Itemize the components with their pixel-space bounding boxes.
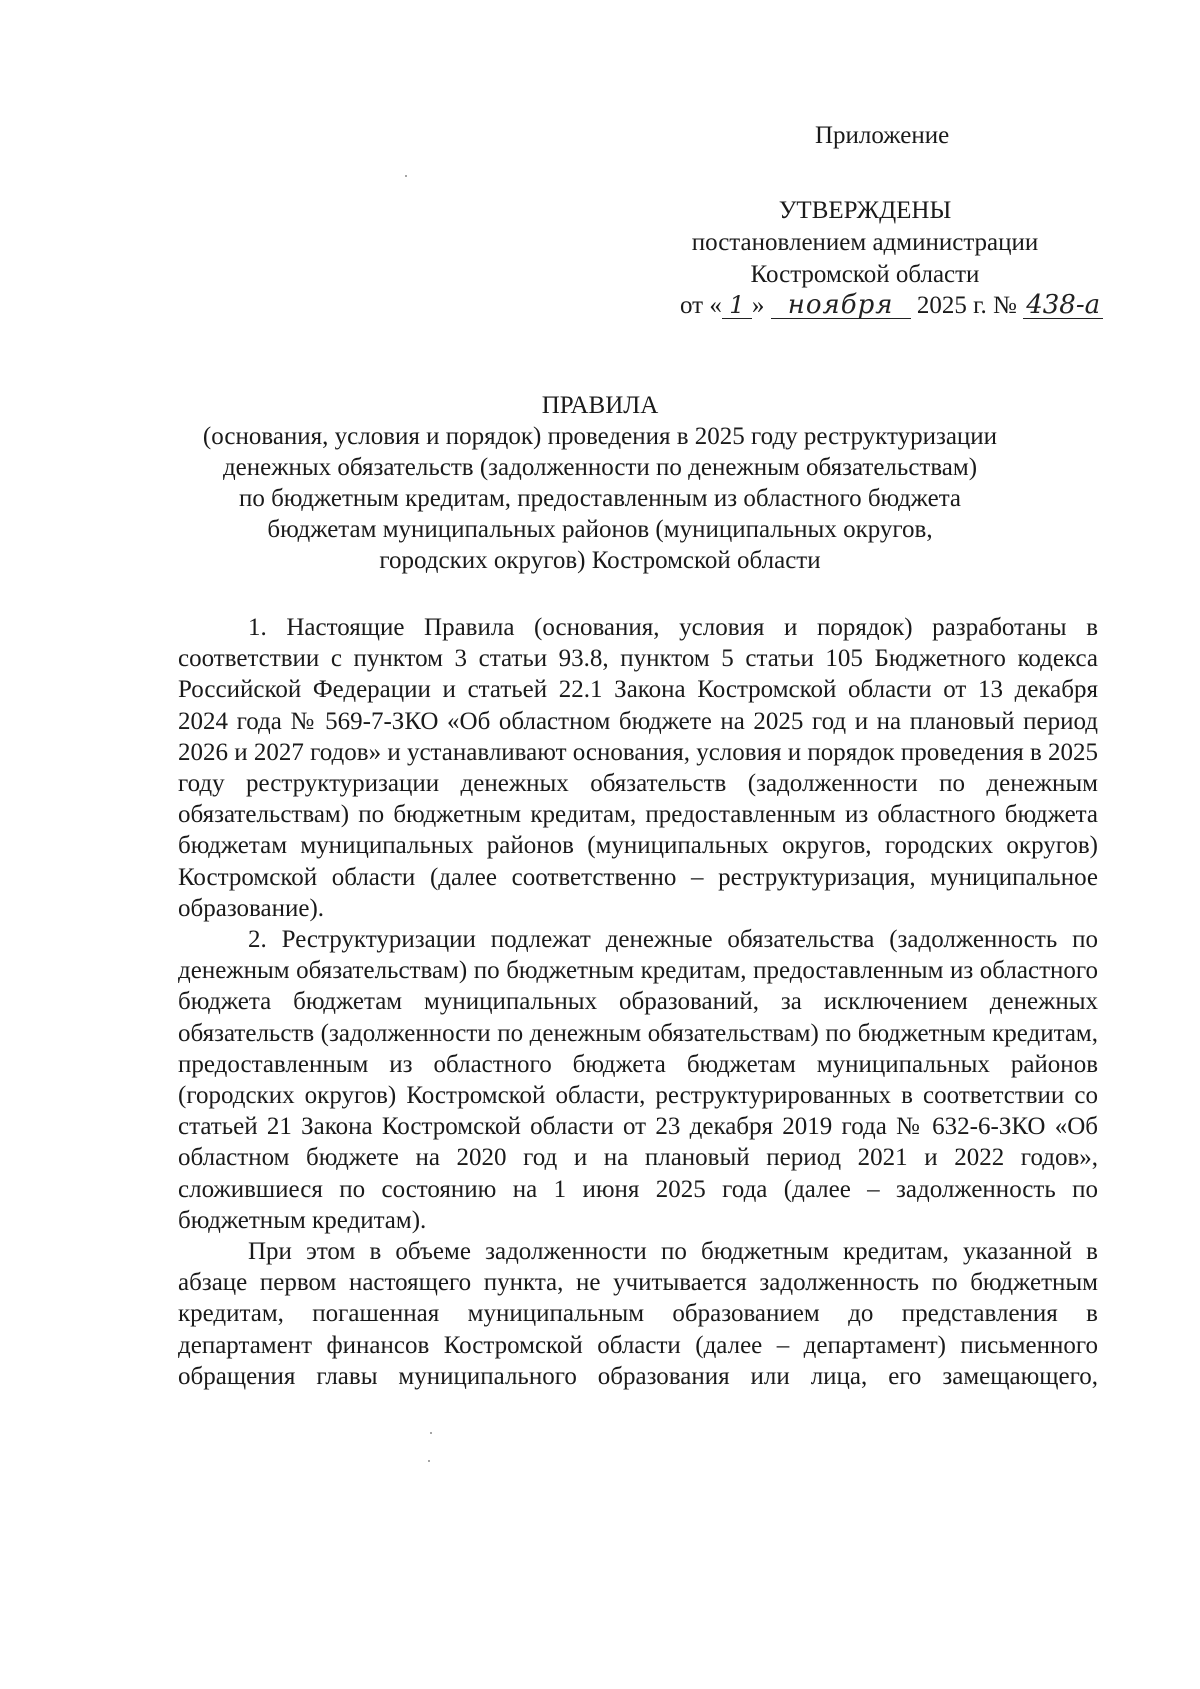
document-body xyxy=(178,612,1098,1392)
handwritten-month: ноября xyxy=(771,292,911,319)
approved-by-line-2: Костромской области xyxy=(750,261,980,288)
title-sub-line-3: по бюджетным кредитам, предоставленным из областного бюджета xyxy=(238,485,962,512)
approval-date-line xyxy=(680,292,1103,320)
handwritten-doc-number: 438-а xyxy=(1023,292,1103,319)
scan-speck xyxy=(405,175,407,177)
date-mid: » xyxy=(751,292,765,319)
title-main: ПРАВИЛА xyxy=(541,392,659,419)
scan-speck xyxy=(428,1460,430,1462)
handwritten-day: 1 xyxy=(722,292,752,319)
paragraph-2: 2. Реструктуризации подлежат денежные обязательства (задолженность по денежным обязательствам) по бюджетным кредитам, предоставленным из областного бюджета бюджетам муниципальных образований, за исключением денежных обязательств (задолженности по денежным обязательствам) по бюджетным кредитам, предоставленным из областного бюджета бюджетам муниципальных районов (городских округов) Костромской области, реструктурированных в соответствии со статьей 21 Закона Костромской области от 23 декабря 2019 года № 632-6-ЗКО «Об областном бюджете на 2020 год и на плановый период 2021 и 2022 годов», сложившиеся по состоянию на 1 июня 2025 года (далее – задолженность по бюджетным кредитам). xyxy=(178,926,1098,1234)
document-title xyxy=(120,390,1080,576)
approval-block xyxy=(600,195,1130,291)
title-sub-line-2: денежных обязательств (задолженности по денежным обязательствам) xyxy=(222,454,978,481)
date-year: 2025 г. № xyxy=(916,292,1017,319)
title-sub-line-5: городских округов) Костромской области xyxy=(379,547,821,574)
approved-by-line-1: постановлением администрации xyxy=(691,229,1039,256)
paragraph-1: 1. Настоящие Правила (основания, условия и порядок) разработаны в соответствии с пунктом 3 статьи 93.8, пунктом 5 статьи 105 Бюджетного кодекса Российской Федерации и статьей 22.1 Закона Костромской области от 13 декабря 2024 года № 569-7-ЗКО «Об областном бюджете на 2025 год и на плановый период 2026 и 2027 годов» и устанавливают основания, условия и порядок проведения в 2025 году реструктуризации денежных обязательств (задолженности по денежным обязательствам) по бюджетным кредитам, предоставленным из областного бюджета бюджетам муниципальных районов (муниципальных округов, городских округов) Костромской области (далее соответственно – реструктуризация, муниципальное образование). xyxy=(178,614,1098,922)
appendix-label: Приложение xyxy=(815,122,950,149)
paragraph-3: При этом в объеме задолженности по бюджетным кредитам, указанной в абзаце первом настоящего пункта, не учитывается задолженность по бюджетным кредитам, погашенная муниципальным образованием до представления в департамент финансов Костромской области (далее – департамент) письменного обращения главы муниципального образования или лица, его замещающего, xyxy=(178,1238,1098,1390)
date-prefix: от « xyxy=(680,292,722,319)
title-sub-line-4: бюджетам муниципальных районов (муниципальных округов, xyxy=(267,516,933,543)
approved-label: УТВЕРЖДЕНЫ xyxy=(778,197,952,224)
scan-speck xyxy=(430,1432,432,1434)
title-sub-line-1: (основания, условия и порядок) проведения в 2025 году реструктуризации xyxy=(202,423,998,450)
